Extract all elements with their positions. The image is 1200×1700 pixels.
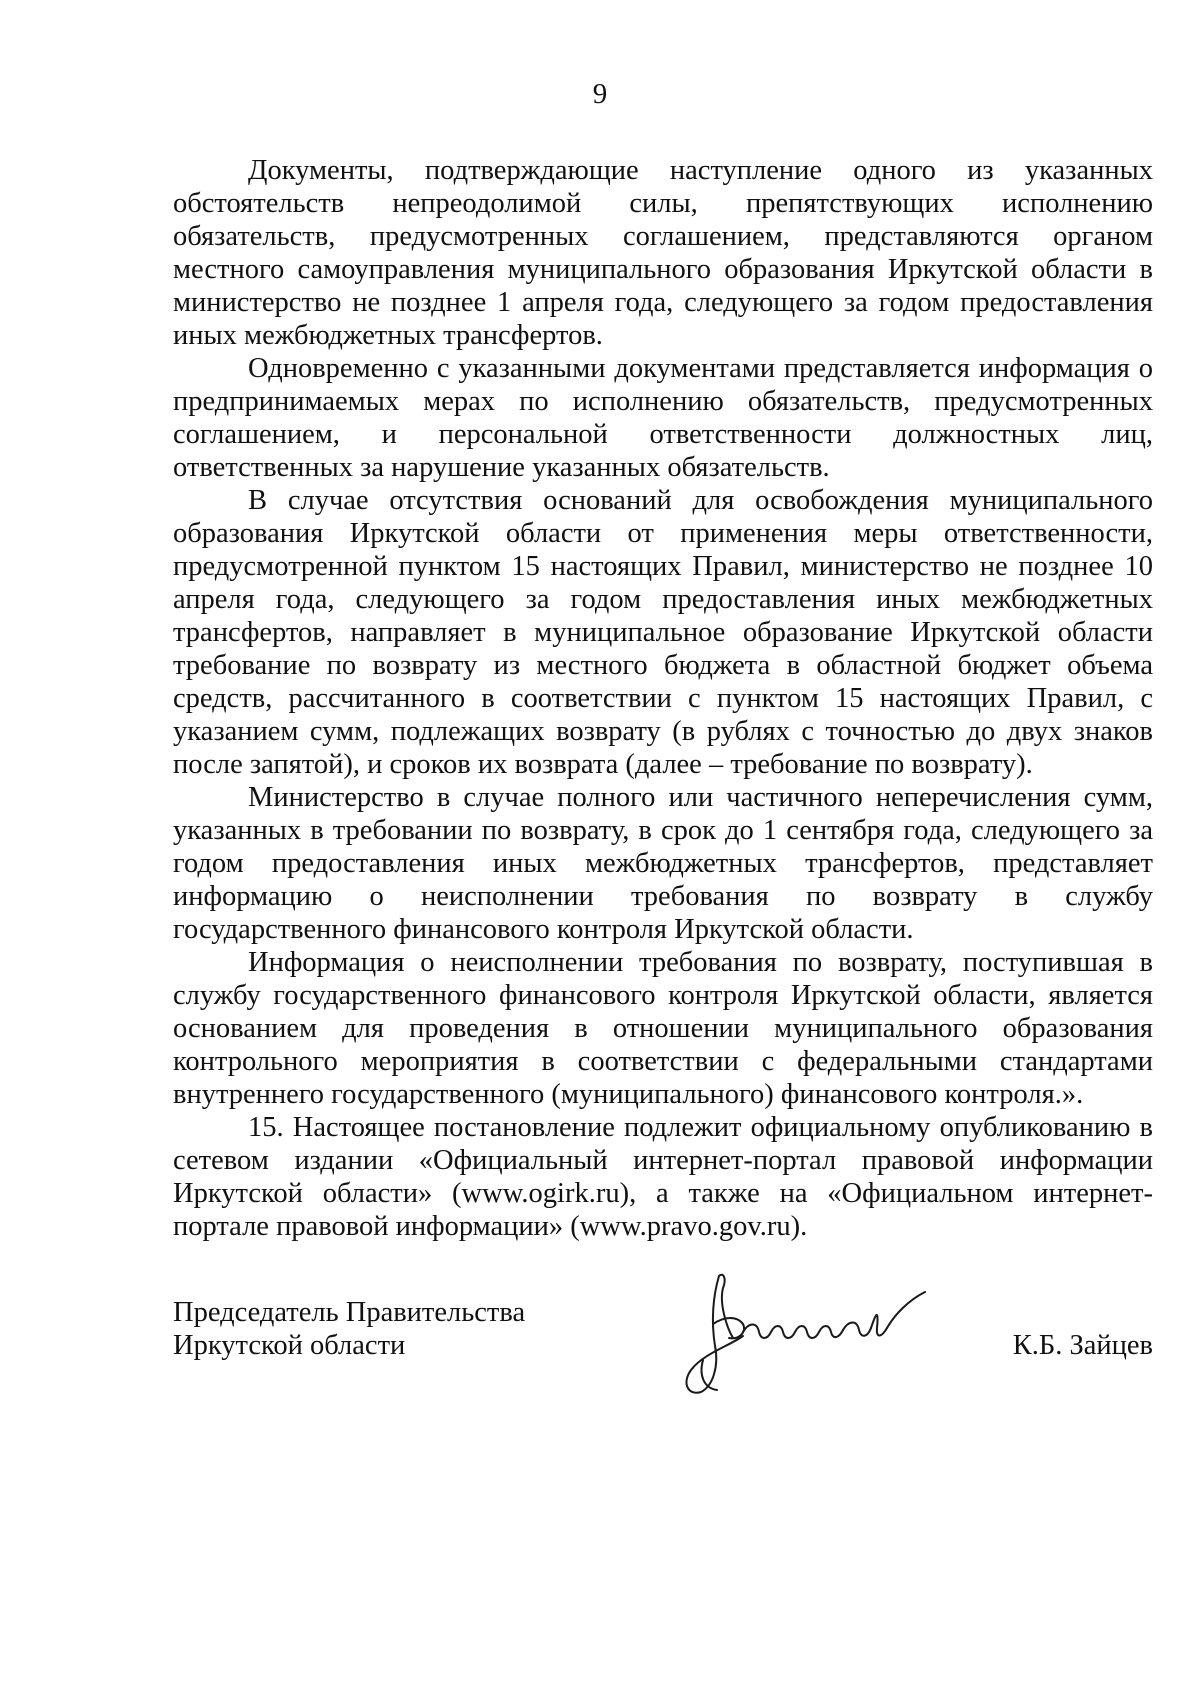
paragraph-non-transfer-information: Министерство в случае полного или частичного неперечисления сумм, указанных в требовании по возврату, в срок до 1 сентября года, следующего за годом предоставления иных межбюджетных трансфертов, представляет информацию о неисполнении требования по возврату в службу государственного финансового контроля Иркутской области.: [173, 782, 1153, 945]
paragraph-refund-requirement: В случае отсутствия оснований для освобождения муниципального образования Иркутской области от применения меры ответственности, предусмотренной пунктом 15 настоящих Правил, министерство не позднее 10 апреля года, следующего за годом предоставления иных межбюджетных трансфертов, направляет в муниципальное образование Иркутской области требование по возврату из местного бюджета в областной бюджет объема средств, рассчитанного в соответствии с пунктом 15 настоящих Правил, с указанием сумм, подлежащих возврату (в рублях с точностью до двух знаков после запятой), и сроков их возврата (далее – требование по возврату).: [173, 485, 1153, 780]
signer-position-line-1: Председатель Правительства: [173, 1297, 526, 1328]
paragraph-force-majeure-documents: Документы, подтверждающие наступление одного из указанных обстоятельств непреодолимой силы, препятствующих исполнению обязательств, предусмотренных соглашением, представляются органом местного самоуправления муниципального образования Иркутской области в министерство не позднее 1 апреля года, следующего за годом предоставления иных межбюджетных трансфертов.: [173, 155, 1153, 351]
paragraph-control-measure: Информация о неисполнении требования по возврату, поступившая в службу государственного финансового контроля Иркутской области, является основанием для проведения в отношении муниципального образования контрольного мероприятия в соответствии с федеральными стандартами внутреннего государственного (муниципального) финансового контроля.».: [173, 947, 1153, 1110]
paragraph-publication: 15. Настоящее постановление подлежит официальному опубликованию в сетевом издании «Официальный интернет-портал правовой информации Иркутской области» (www.ogirk.ru), а также на «Официальном интернет-портале правовой информации» (www.pravo.gov.ru).: [173, 1112, 1153, 1242]
document-body: [173, 154, 1153, 1243]
signer-position-line-2: Иркутской области: [173, 1330, 406, 1361]
handwritten-signature: [673, 1266, 933, 1406]
signer-position: [173, 1296, 525, 1362]
signer-name: К.Б. Зайцев: [1012, 1330, 1153, 1361]
page-number: 9: [592, 78, 608, 110]
paragraph-measures-information: Одновременно с указанными документами представляется информация о предпринимаемых мерах по исполнению обязательств, предусмотренных соглашением, и персональной ответственности должностных лиц, ответственных за нарушение указанных обязательств.: [173, 353, 1153, 483]
signature-block: [173, 1296, 1153, 1436]
